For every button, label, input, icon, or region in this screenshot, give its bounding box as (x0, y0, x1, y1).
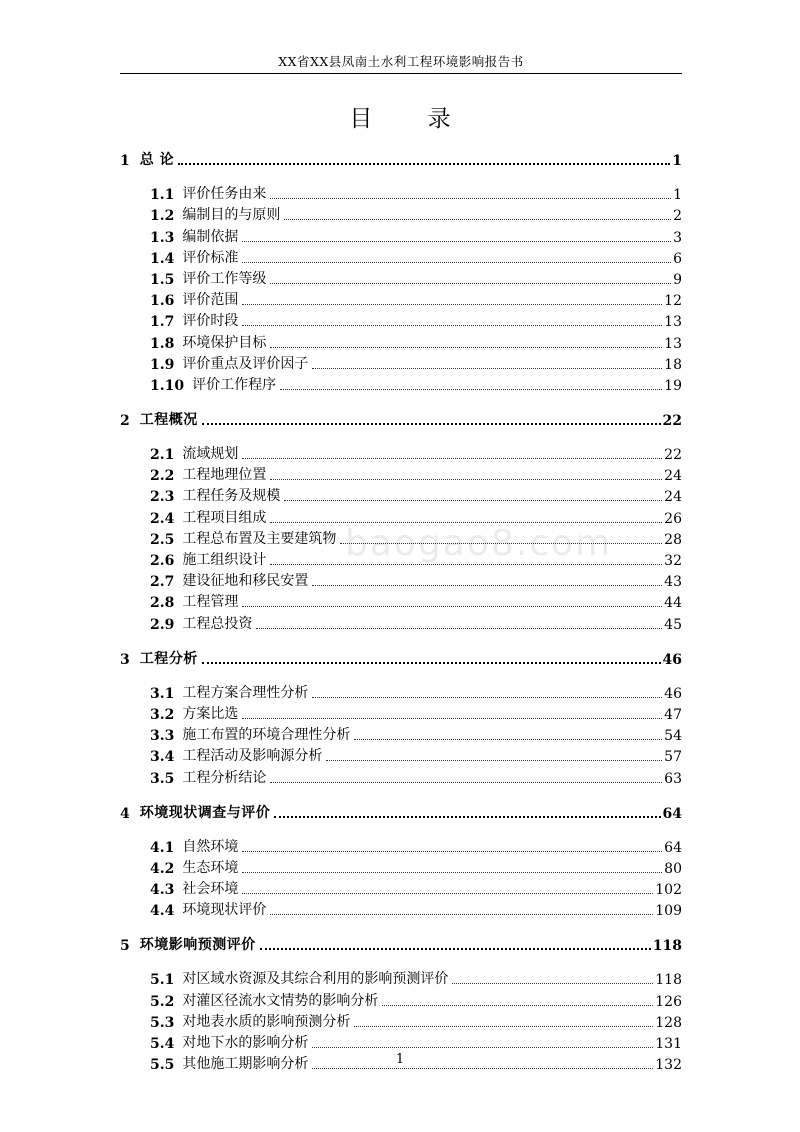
dot-leader (270, 782, 662, 783)
dot-leader (242, 872, 662, 873)
section-number: 1.4 (150, 250, 175, 267)
toc-section-3.5[interactable] (120, 765, 682, 786)
section-page: 6 (673, 250, 682, 267)
dot-leader (312, 1047, 653, 1048)
section-title: 评价时段 (182, 313, 239, 330)
chapter-title: 工程概况 (139, 411, 198, 428)
chapter-title: 总 论 (139, 152, 175, 168)
section-page: 19 (664, 377, 682, 394)
section-number: 5.1 (150, 972, 175, 989)
dot-leader (312, 1068, 653, 1069)
section-number: 3.1 (150, 685, 175, 702)
chapter-number: 2 (120, 412, 130, 429)
section-number: 1.2 (150, 208, 175, 225)
section-number: 1.3 (150, 229, 175, 246)
section-number: 4.2 (150, 860, 175, 877)
toc-section-3.3[interactable] (120, 723, 682, 744)
chapter-page: 46 (662, 651, 682, 668)
section-title: 编制目的与原则 (182, 207, 281, 224)
section-number: 2.5 (150, 531, 175, 548)
chapter-gap (120, 787, 682, 800)
section-number: 3.5 (150, 770, 175, 787)
dot-leader (270, 522, 662, 523)
dot-leader (256, 628, 662, 629)
section-page: 13 (664, 314, 682, 331)
toc-section-1.8[interactable] (120, 330, 682, 351)
toc-section-4.4[interactable] (120, 898, 682, 919)
section-number: 1.1 (150, 187, 175, 204)
section-number: 1.5 (150, 271, 175, 288)
toc-section-2.1[interactable] (120, 442, 682, 463)
section-page: 64 (664, 839, 682, 856)
chapter-gap (120, 822, 682, 835)
section-title: 工程总投资 (182, 615, 253, 632)
toc-section-2.6[interactable] (120, 548, 682, 569)
section-number: 5.5 (150, 1057, 175, 1074)
section-number: 2.8 (150, 595, 175, 612)
section-number: 1.7 (150, 314, 175, 331)
toc-section-4.3[interactable] (120, 877, 682, 898)
dot-leader (270, 914, 653, 915)
dot-leader (354, 1026, 653, 1027)
section-title: 工程项目组成 (182, 509, 267, 526)
section-number: 1.8 (150, 335, 175, 352)
chapter-number: 4 (120, 805, 130, 822)
dot-leader (340, 543, 662, 544)
section-number: 5.3 (150, 1014, 175, 1031)
toc-section-1.7[interactable] (120, 309, 682, 330)
table-of-contents (120, 147, 682, 1073)
dot-leader (178, 163, 670, 165)
section-title: 工程分析结论 (182, 769, 267, 786)
toc-section-3.4[interactable] (120, 744, 682, 765)
dot-leader (274, 816, 660, 818)
toc-section-2.8[interactable] (120, 590, 682, 611)
section-page: 46 (664, 685, 682, 702)
section-title: 评价工作等级 (182, 270, 267, 287)
chapter-number: 5 (120, 938, 130, 955)
section-page: 12 (664, 293, 682, 310)
section-page: 47 (664, 706, 682, 723)
section-page: 63 (664, 770, 682, 787)
section-title: 对地下水的影响分析 (182, 1035, 309, 1051)
toc-chapter-4[interactable] (120, 800, 682, 822)
toc-section-1.1[interactable] (120, 182, 682, 203)
chapter-gap (120, 668, 682, 681)
section-number: 5.2 (150, 993, 175, 1010)
section-page: 54 (664, 728, 682, 745)
toc-section-2.5[interactable] (120, 527, 682, 548)
toc-section-3.2[interactable] (120, 702, 682, 723)
section-number: 2.1 (150, 447, 175, 464)
section-title: 对区域水资源及其综合利用的影响预测评价 (182, 971, 449, 988)
section-page: 45 (664, 616, 682, 633)
dot-leader (202, 662, 661, 664)
section-page: 80 (664, 860, 682, 877)
watermark: baogao8.com (345, 523, 613, 564)
section-title: 评价工作程序 (192, 376, 277, 393)
section-number: 1.6 (150, 293, 175, 310)
dot-leader (202, 423, 661, 425)
chapter-gap (120, 169, 682, 182)
dot-leader (284, 219, 671, 220)
dot-leader (260, 948, 651, 950)
section-number: 1.10 (150, 377, 185, 394)
section-page: 43 (664, 574, 682, 591)
section-number: 2.6 (150, 553, 175, 569)
section-title: 自然环境 (182, 838, 239, 855)
section-number: 1.9 (150, 356, 175, 373)
toc-section-5.2[interactable] (120, 988, 682, 1009)
toc-title: 目 录 (349, 106, 475, 132)
toc-section-5.4[interactable] (120, 1031, 682, 1052)
toc-chapter-1[interactable] (120, 147, 682, 169)
chapter-title: 环境现状调查与评价 (139, 804, 271, 821)
chapter-page: 1 (672, 153, 682, 169)
toc-section-1.10[interactable] (120, 373, 682, 394)
header-rule (120, 73, 682, 74)
dot-leader (270, 347, 662, 348)
dot-leader (326, 760, 662, 761)
section-page: 24 (664, 489, 682, 506)
section-page: 3 (673, 229, 682, 246)
section-page: 2 (673, 208, 682, 225)
section-title: 工程方案合理性分析 (182, 684, 309, 701)
dot-leader (242, 304, 662, 305)
section-page: 102 (655, 882, 682, 899)
dot-leader (280, 389, 662, 390)
chapter-page: 22 (662, 412, 682, 429)
toc-section-2.9[interactable] (120, 611, 682, 632)
section-number: 2.4 (150, 510, 175, 527)
section-page: 57 (664, 749, 682, 766)
toc-section-4.2[interactable] (120, 856, 682, 877)
dot-leader (242, 458, 662, 459)
chapter-title: 环境影响预测评价 (139, 937, 256, 954)
chapter-gap (120, 954, 682, 967)
chapter-title: 工程分析 (139, 650, 198, 667)
section-number: 2.2 (150, 468, 175, 485)
toc-section-1.4[interactable] (120, 246, 682, 267)
section-title: 环境保护目标 (182, 334, 267, 351)
toc-chapter-5[interactable] (120, 932, 682, 954)
section-page: 22 (664, 447, 682, 464)
toc-section-3.1[interactable] (120, 681, 682, 702)
section-number: 3.4 (150, 749, 175, 766)
toc-section-1.3[interactable] (120, 224, 682, 245)
section-page: 118 (655, 972, 682, 989)
section-title: 工程任务及规模 (182, 488, 281, 505)
section-page: 126 (655, 993, 682, 1010)
toc-section-1.5[interactable] (120, 267, 682, 288)
section-title: 社会环境 (182, 881, 239, 898)
toc-chapter-3[interactable] (120, 646, 682, 668)
section-page: 26 (664, 510, 682, 527)
page-number: 1 (395, 1052, 405, 1067)
section-title: 评价范围 (182, 292, 239, 309)
dot-leader (354, 739, 662, 740)
toc-section-1.2[interactable] (120, 203, 682, 224)
section-title: 工程总布置及主要建筑物 (182, 530, 337, 547)
section-title: 方案比选 (182, 705, 239, 722)
section-title: 施工组织设计 (182, 552, 267, 568)
section-number: 3.2 (150, 706, 175, 723)
chapter-gap (120, 429, 682, 442)
section-number: 3.3 (150, 728, 175, 745)
toc-section-1.9[interactable] (120, 352, 682, 373)
toc-chapter-2[interactable] (120, 407, 682, 429)
chapter-page: 64 (662, 805, 682, 822)
chapter-gap (120, 394, 682, 407)
dot-leader (270, 198, 671, 199)
dot-leader (284, 500, 662, 501)
section-page: 44 (664, 595, 682, 612)
toc-section-2.2[interactable] (120, 463, 682, 484)
section-page: 28 (664, 531, 682, 548)
dot-leader (312, 368, 662, 369)
dot-leader (242, 606, 662, 607)
section-title: 评价标准 (182, 249, 239, 266)
chapter-number: 3 (120, 651, 130, 668)
dot-leader (242, 718, 662, 719)
section-number: 2.9 (150, 616, 175, 633)
toc-section-5.1[interactable] (120, 967, 682, 988)
section-title: 评价重点及评价因子 (182, 355, 309, 372)
section-page: 128 (655, 1014, 682, 1031)
dot-leader (242, 262, 671, 263)
section-page: 13 (664, 335, 682, 352)
dot-leader (242, 325, 662, 326)
toc-section-4.1[interactable] (120, 835, 682, 856)
dot-leader (270, 479, 662, 480)
toc-section-5.3[interactable] (120, 1010, 682, 1031)
section-page: 131 (655, 1036, 682, 1052)
section-number: 4.1 (150, 839, 175, 856)
dot-leader (270, 564, 662, 565)
section-title: 编制依据 (182, 228, 239, 245)
dot-leader (242, 893, 653, 894)
dot-leader (312, 697, 662, 698)
section-title: 评价任务由来 (182, 186, 267, 203)
section-title: 流域规划 (182, 446, 239, 463)
toc-section-2.3[interactable] (120, 484, 682, 505)
section-number: 5.4 (150, 1036, 175, 1052)
dot-leader (452, 983, 653, 984)
section-title: 对灌区径流水文情势的影响分析 (182, 992, 379, 1009)
section-title: 生态环境 (182, 859, 239, 876)
section-page: 1 (673, 187, 682, 204)
toc-section-1.6[interactable] (120, 288, 682, 309)
section-page: 109 (655, 903, 682, 920)
section-title: 环境现状评价 (182, 902, 267, 919)
section-page: 9 (673, 271, 682, 288)
section-title: 其他施工期影响分析 (182, 1056, 309, 1073)
section-title: 工程活动及影响源分析 (182, 748, 323, 765)
section-title: 对地表水质的影响预测分析 (182, 1013, 351, 1030)
section-page: 132 (655, 1057, 682, 1074)
dot-leader (382, 1005, 653, 1006)
section-title: 建设征地和移民安置 (182, 573, 309, 590)
section-number: 2.7 (150, 574, 175, 591)
chapter-gap (120, 633, 682, 646)
toc-section-2.7[interactable] (120, 569, 682, 590)
dot-leader (312, 585, 662, 586)
chapter-page: 118 (652, 938, 682, 955)
dot-leader (242, 241, 671, 242)
section-title: 工程地理位置 (182, 467, 267, 484)
dot-leader (270, 283, 671, 284)
section-page: 18 (664, 356, 682, 373)
section-page: 24 (664, 468, 682, 485)
section-page: 32 (664, 553, 682, 569)
section-title: 工程管理 (182, 594, 239, 611)
section-number: 4.3 (150, 882, 175, 899)
toc-section-2.4[interactable] (120, 505, 682, 526)
section-number: 2.3 (150, 489, 175, 506)
dot-leader (242, 851, 662, 852)
section-title: 施工布置的环境合理性分析 (182, 727, 351, 744)
chapter-gap (120, 919, 682, 932)
chapter-number: 1 (120, 153, 130, 169)
section-number: 4.4 (150, 903, 175, 920)
running-header: XX省XX县凤南土水利工程环境影响报告书 (278, 54, 524, 69)
